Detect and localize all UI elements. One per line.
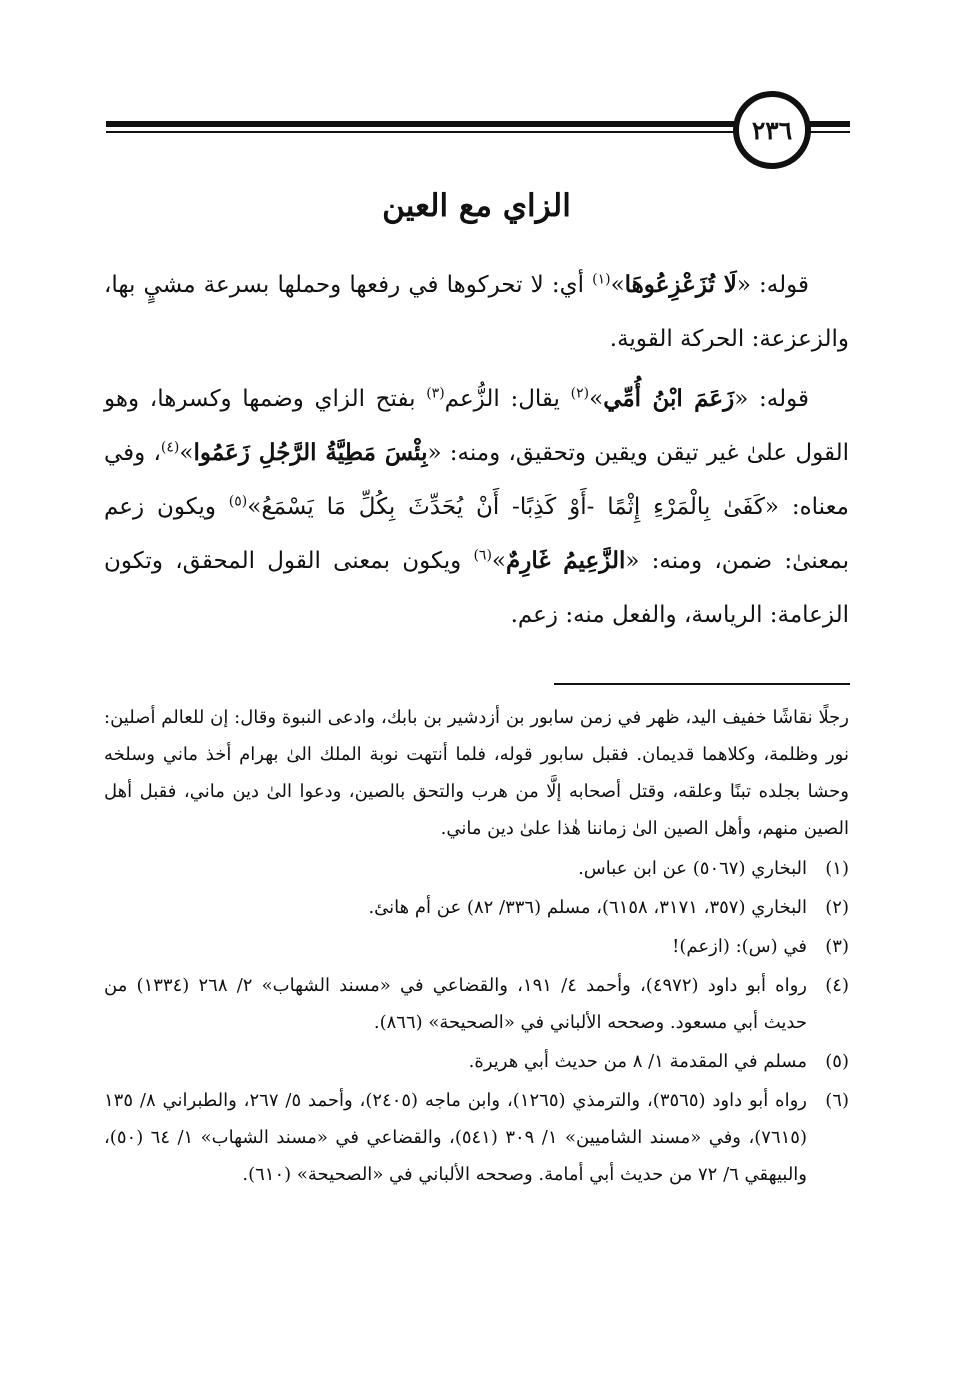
footnote-continuation: رجلًا نقاشًا خفيف اليد، ظهر في زمن سابور بن أزدشير بن بابك، وادعى النبوة وقال: إن للعالم أصلين: نور وظلمة، وكلاهما قديمان. فقبل سابور قوله، فلما أنتهت نوبة الملك الىٰ بهرام أخذ ماني وسلخه وحشا بجلده تبنًا وعلقه، وقتل أصحابه إلَّا من هرب والتحق بالصين، ودعوا الىٰ دين ماني، فقبل أهل الصين منهم، وأهل الصين الىٰ زماننا هٰذا علىٰ دين ماني. bbox=[104, 707, 849, 839]
footnote-ref[interactable]: (٣) bbox=[426, 385, 445, 402]
footnote-text: رواه أبو داود (٣٥٦٥)، والترمذي (١٢٦٥)، وابن ماجه (٢٤٠٥)، وأحمد ٥/ ٢٦٧، والطبراني ٨/ ١٣٥ (٧٦١٥)، وفي «مسند الشاميين» ١/ ٣٠٩ (٥٤١)، والقضاعي في «مسند الشهاب» ١/ ٦٤ (٥٠)، والبيهقي ٦/ ٧٢ من حديث أبي أمامة. وصححه الألباني في «الصحيحة» (٦١٠). bbox=[104, 1090, 807, 1185]
page-number-badge bbox=[733, 91, 811, 169]
footnote-ref[interactable]: (١) bbox=[592, 271, 611, 288]
text-span: يقال: الزُّعم bbox=[444, 386, 571, 412]
footnote-6 bbox=[104, 1082, 849, 1193]
paragraph-2 bbox=[104, 372, 849, 642]
main-text bbox=[104, 258, 849, 648]
footnote-ref[interactable]: (٢) bbox=[570, 385, 590, 402]
footnote-ref[interactable]: (٥) bbox=[228, 493, 248, 510]
footnote-separator bbox=[554, 683, 850, 685]
footnote-number: (٥) bbox=[825, 1051, 849, 1072]
footnote-3 bbox=[104, 928, 849, 965]
text-span: ويكون زعم بمعنىٰ: ضمن، ومنه: « bbox=[104, 494, 849, 574]
quoted-phrase: لَا تُزَعْزِعُوهَا bbox=[624, 271, 737, 298]
paragraph-1 bbox=[104, 258, 849, 366]
footnote-number: (٢) bbox=[825, 897, 849, 918]
footnote-number: (٦) bbox=[825, 1090, 849, 1111]
text-span: » bbox=[610, 272, 625, 298]
footnote-text: في (س): (ازعم)! bbox=[672, 936, 807, 957]
text-span: قوله: « bbox=[736, 272, 810, 298]
text-span: » bbox=[179, 440, 194, 466]
footnote-text: البخاري (٥٠٦٧) عن ابن عباس. bbox=[578, 858, 807, 879]
footnote-ref[interactable]: (٦) bbox=[473, 547, 492, 564]
footnote-number: (١) bbox=[825, 858, 849, 879]
footnote-number: (٣) bbox=[825, 936, 849, 957]
footnote-ref[interactable]: (٤) bbox=[160, 439, 180, 456]
text-span: ويكون بمعنى القول المحقق، وتكون الزعامة: الرياسة، والفعل منه: زعم. bbox=[104, 548, 849, 628]
text-span: ، وفي معناه: «كَفَىٰ بِالْمَرْءِ إِثْمًا -أَوْ كَذِبًا- أَنْ يُحَدِّثَ بِكُلِّ مَا يَسْمَعُ» bbox=[104, 440, 849, 520]
text-span: بفتح الزاي وضمها وكسرها، وهو القول علىٰ غير تيقن ويقين وتحقيق، ومنه: « bbox=[104, 386, 849, 466]
footnote-text: البخاري (٣٥٧، ٣١٧١، ٦١٥٨)، مسلم (٣٣٦/ ٨٢) عن أم هانئ. bbox=[368, 897, 807, 918]
footnote-4 bbox=[104, 967, 849, 1041]
chapter-title: الزاي مع العين bbox=[382, 188, 571, 224]
footnote-2 bbox=[104, 889, 849, 926]
footnote-1 bbox=[104, 850, 849, 887]
text-span: » bbox=[491, 548, 506, 574]
text-span: » bbox=[589, 386, 604, 412]
footnote-5 bbox=[104, 1043, 849, 1080]
quoted-phrase: الزَّعِيمُ غَارِمٌ bbox=[505, 547, 626, 574]
text-span: أي: لا تحركوها في رفعها وحملها بسرعة مشيٍ بها، والزعزعة: الحركة القوية. bbox=[104, 272, 849, 352]
text-span: قوله: « bbox=[734, 386, 809, 412]
footnotes bbox=[104, 699, 849, 1195]
footnote-number: (٤) bbox=[825, 975, 849, 996]
quoted-phrase: بِئْسَ مَطِيَّةُ الرَّجُلِ زَعَمُوا bbox=[193, 439, 428, 466]
footnote-text: مسلم في المقدمة ١/ ٨ من حديث أبي هريرة. bbox=[468, 1051, 807, 1072]
quoted-phrase: زَعَمَ ابْنُ أُمِّي bbox=[603, 385, 735, 412]
page-number: ٢٣٦ bbox=[751, 115, 793, 145]
footnote-text: رواه أبو داود (٤٩٧٢)، وأحمد ٤/ ١٩١، والقضاعي في «مسند الشهاب» ٢/ ٢٦٨ (١٣٣٤) من حديث أبي مسعود. وصححه الألباني في «الصحيحة» (٨٦٦). bbox=[104, 975, 807, 1033]
